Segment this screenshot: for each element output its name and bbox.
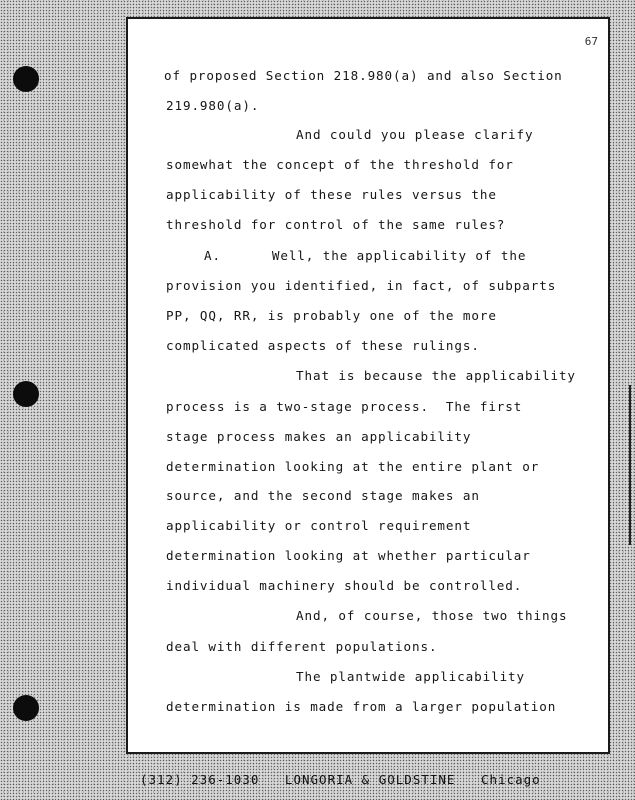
footer-reporter: (312) 236-1030 LONGORIA & GOLDSTINE Chicago <box>140 772 541 787</box>
transcript-line: And, of course, those two things <box>296 608 568 623</box>
transcript-line: 219.980(a). <box>166 98 260 113</box>
transcript-line: That is because the applicability <box>296 368 576 383</box>
transcript-line: individual machinery should be controlled. <box>166 578 523 593</box>
transcript-line: determination looking at the entire plant or <box>166 459 540 474</box>
transcript-line: The plantwide applicability <box>296 669 526 684</box>
transcript-line: provision you identified, in fact, of subparts <box>166 278 557 293</box>
transcript-line: determination is made from a larger population <box>166 699 557 714</box>
transcript-line: process is a two-stage process. The first <box>166 399 523 414</box>
transcript-line: determination looking at whether particular <box>166 548 531 563</box>
transcript-page <box>126 17 610 754</box>
punch-hole-bottom <box>13 695 39 721</box>
transcript-line: somewhat the concept of the threshold for <box>166 157 514 172</box>
punch-hole-middle <box>13 381 39 407</box>
punch-hole-top <box>13 66 39 92</box>
transcript-line: deal with different populations. <box>166 639 438 654</box>
transcript-line: And could you please clarify <box>296 127 534 142</box>
transcript-line: A. Well, the applicability of the <box>204 248 527 263</box>
transcript-line: complicated aspects of these rulings. <box>166 338 480 353</box>
transcript-line: applicability of these rules versus the <box>166 187 497 202</box>
transcript-line: applicability or control requirement <box>166 518 472 533</box>
transcript-line: stage process makes an applicability <box>166 429 472 444</box>
page-number: 67 <box>584 35 598 48</box>
right-edge-mark <box>629 385 631 545</box>
transcript-line: threshold for control of the same rules? <box>166 217 506 232</box>
transcript-line: of proposed Section 218.980(a) and also Section <box>164 68 563 83</box>
transcript-line: source, and the second stage makes an <box>166 488 480 503</box>
transcript-line: PP, QQ, RR, is probably one of the more <box>166 308 497 323</box>
